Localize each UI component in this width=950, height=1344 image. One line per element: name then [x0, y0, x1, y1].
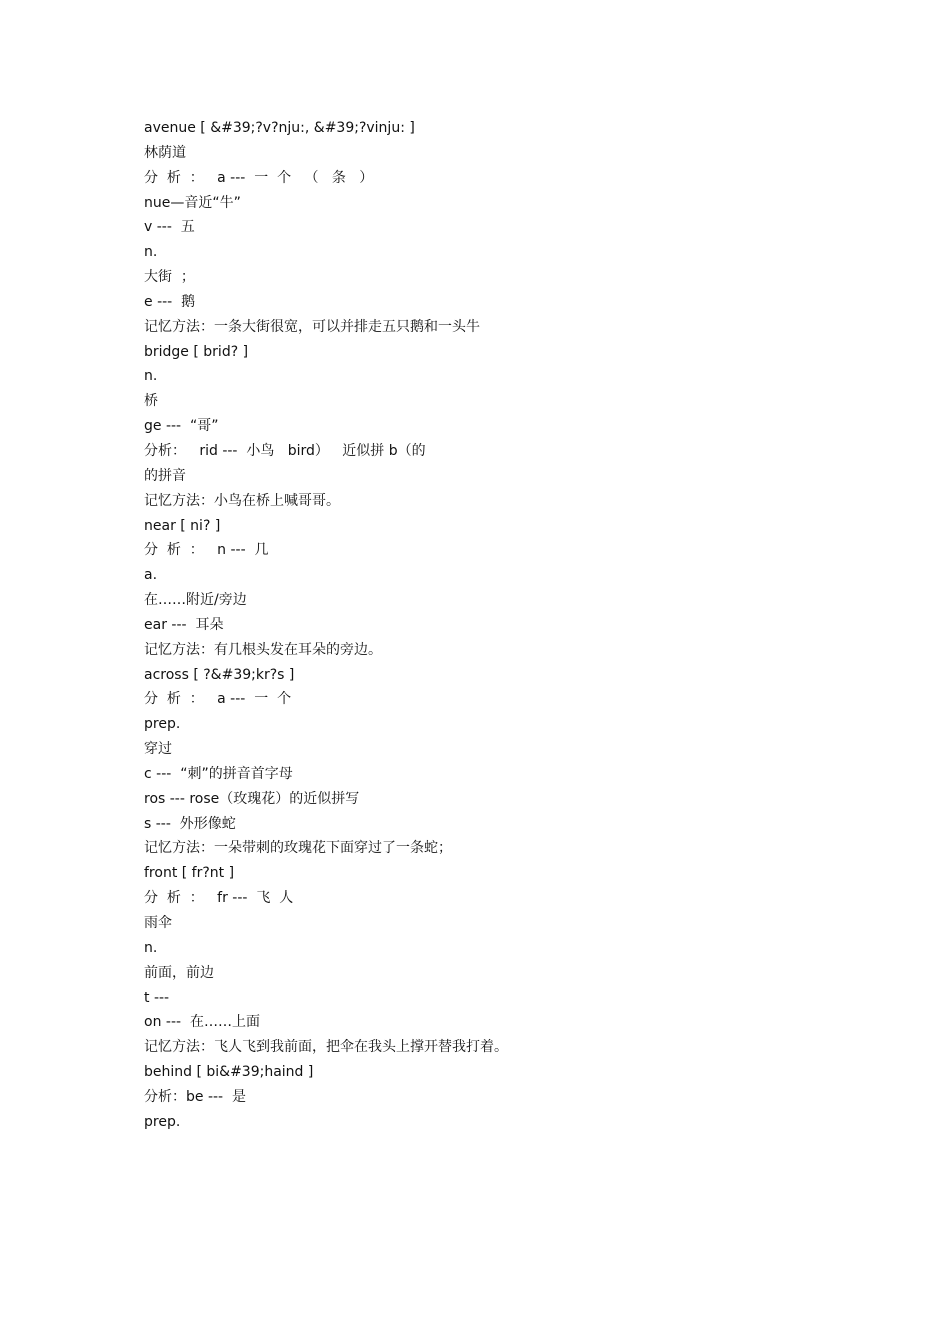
- text-line: s --- 外形像蛇: [144, 815, 236, 832]
- text-line: 大街 ；: [144, 269, 195, 286]
- text-line: prep.: [144, 1113, 181, 1130]
- text-line-memory-tip: 记忆方法：一朵带刺的玫瑰花下面穿过了一条蛇；: [144, 840, 452, 857]
- text-line: v --- 五: [144, 219, 195, 236]
- text-line: n.: [144, 244, 158, 261]
- text-line-memory-tip: 记忆方法：有几根头发在耳朵的旁边。: [144, 641, 382, 658]
- text-line: 分 析 ： a --- 一 个 （ 条 ）: [144, 169, 374, 186]
- text-line: a.: [144, 567, 158, 584]
- text-line: 分析： rid --- 小鸟 bird） 近似拼 b（的: [144, 442, 426, 459]
- text-line: t ---: [144, 989, 170, 1006]
- text-line-memory-tip: 记忆方法：飞人飞到我前面，把伞在我头上撑开替我打着。: [144, 1039, 508, 1056]
- text-line: 林荫道: [144, 144, 186, 161]
- text-line: on --- 在……上面: [144, 1014, 260, 1031]
- text-line: 在……附近/旁边: [144, 592, 247, 609]
- text-line: 的拼音: [144, 467, 186, 484]
- text-line-front-heading: front [ fr?nt ]: [144, 865, 235, 882]
- text-line: nue—音近“牛”: [144, 194, 241, 211]
- text-line: n.: [144, 368, 158, 385]
- text-line: prep.: [144, 716, 181, 733]
- document-text-body: [144, 116, 844, 1135]
- text-line: 分 析 ： a --- 一 个: [144, 691, 292, 708]
- text-line: ros --- rose（玫瑰花）的近似拼写: [144, 790, 360, 807]
- text-line-memory-tip: 记忆方法：小鸟在桥上喊哥哥。: [144, 492, 340, 509]
- text-line-memory-tip: 记忆方法：一条大街很宽，可以并排走五只鹅和一头牛: [144, 318, 480, 335]
- text-line: ge --- “哥”: [144, 418, 219, 435]
- text-line-near-heading: near [ ni? ]: [144, 517, 221, 534]
- text-line: 穿过: [144, 741, 172, 758]
- text-line: 雨伞: [144, 915, 172, 931]
- text-line: 分析：be --- 是: [144, 1088, 247, 1105]
- text-line-avenue-heading: avenue [ &#39;?v?nju:, &#39;?vinju: ]: [144, 120, 415, 136]
- text-line: 前面，前边: [144, 964, 214, 981]
- text-line: c --- “刺”的拼音首字母: [144, 765, 293, 782]
- text-line: 分 析 ： fr --- 飞 人: [144, 890, 294, 907]
- text-line: 分 析 ： n --- 几: [144, 542, 269, 559]
- text-line-bridge-heading: bridge [ brid? ]: [144, 343, 249, 360]
- text-line: ear --- 耳朵: [144, 616, 224, 633]
- text-line: n.: [144, 939, 158, 956]
- text-line: e --- 鹅: [144, 293, 196, 310]
- text-line-behind-heading: behind [ bi&#39;haind ]: [144, 1064, 314, 1081]
- text-line: 桥: [144, 393, 158, 410]
- text-line-across-heading: across [ ?&#39;kr?s ]: [144, 666, 295, 683]
